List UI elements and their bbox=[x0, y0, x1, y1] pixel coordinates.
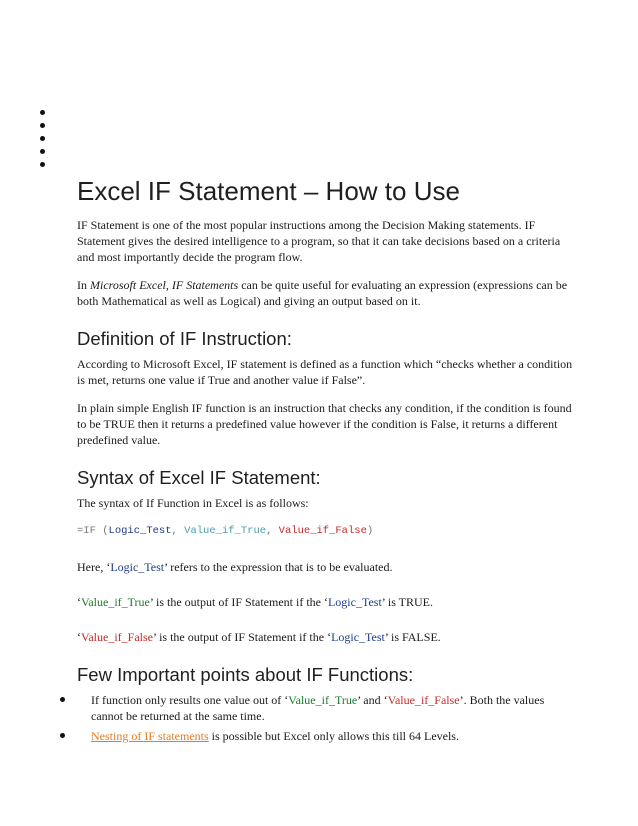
article bbox=[77, 176, 577, 748]
value-if-false-explanation: ‘Value_if_False’ is the output of IF Statement if the ‘Logic_Test’ is FALSE. bbox=[77, 630, 441, 644]
value-if-true-explanation: ‘Value_if_True’ is the output of IF Statement if the ‘Logic_Test’ is TRUE. bbox=[77, 595, 434, 609]
excel-if-emphasis: Microsoft Excel, IF Statements bbox=[90, 278, 239, 292]
points-list bbox=[60, 692, 560, 744]
bullet-dot bbox=[40, 149, 45, 154]
intro-paragraph-2: In Microsoft Excel, IF Statements can be quite useful for evaluating an expression (expressions can be both Mathematical as well as Logical) and giving an output based on it. bbox=[77, 278, 568, 308]
logic-test-explanation: Here, ‘Logic_Test’ refers to the expression that is to be evaluated. bbox=[77, 560, 393, 574]
bullet-dot bbox=[60, 733, 65, 738]
syntax-intro: The syntax of If Function in Excel is as follows: bbox=[77, 496, 309, 510]
points-heading: Few Important points about IF Functions: bbox=[77, 664, 414, 685]
intro-paragraph-1: IF Statement is one of the most popular instructions among the Decision Making statements. IF Statement gives the desired intelligence to a program, so that it can take decisions based on a criteria and most importantly decide the program flow. bbox=[77, 218, 561, 264]
bullet-dot bbox=[40, 136, 45, 141]
list-item: If function only results one value out of ‘Value_if_True’ and ‘Value_if_False’. Both the values cannot be returned at the same time. bbox=[60, 692, 560, 724]
definition-heading: Definition of IF Instruction: bbox=[77, 328, 292, 349]
syntax-code: =IF (Logic_Test, Value_if_True, Value_if_False) bbox=[77, 525, 374, 537]
bullet-dot bbox=[60, 697, 65, 702]
bullet-dot bbox=[40, 123, 45, 128]
nesting-if-link[interactable]: Nesting of IF statements bbox=[91, 729, 209, 743]
code-value-if-true: Value_if_True bbox=[184, 525, 267, 537]
list-item: Nesting of IF statements is possible but Excel only allows this till 64 Levels. bbox=[60, 728, 560, 744]
code-logic-test: Logic_Test bbox=[108, 525, 172, 537]
page-title: Excel IF Statement – How to Use bbox=[77, 176, 460, 206]
definition-paragraph-1: According to Microsoft Excel, IF statement is defined as a function which “checks whether a condition is met, returns one value if True and another value if False”. bbox=[77, 357, 573, 387]
definition-paragraph-2: In plain simple English IF function is an instruction that checks any condition, if the condition is found to be TRUE then it returns a predefined value however if the condition is False, it returns a different predefined value. bbox=[77, 401, 572, 447]
bullet-dot bbox=[40, 110, 45, 115]
code-value-if-false: Value_if_False bbox=[278, 525, 367, 537]
bullet-dot bbox=[40, 162, 45, 167]
empty-bullet-list bbox=[40, 110, 45, 175]
syntax-heading: Syntax of Excel IF Statement: bbox=[77, 467, 321, 488]
